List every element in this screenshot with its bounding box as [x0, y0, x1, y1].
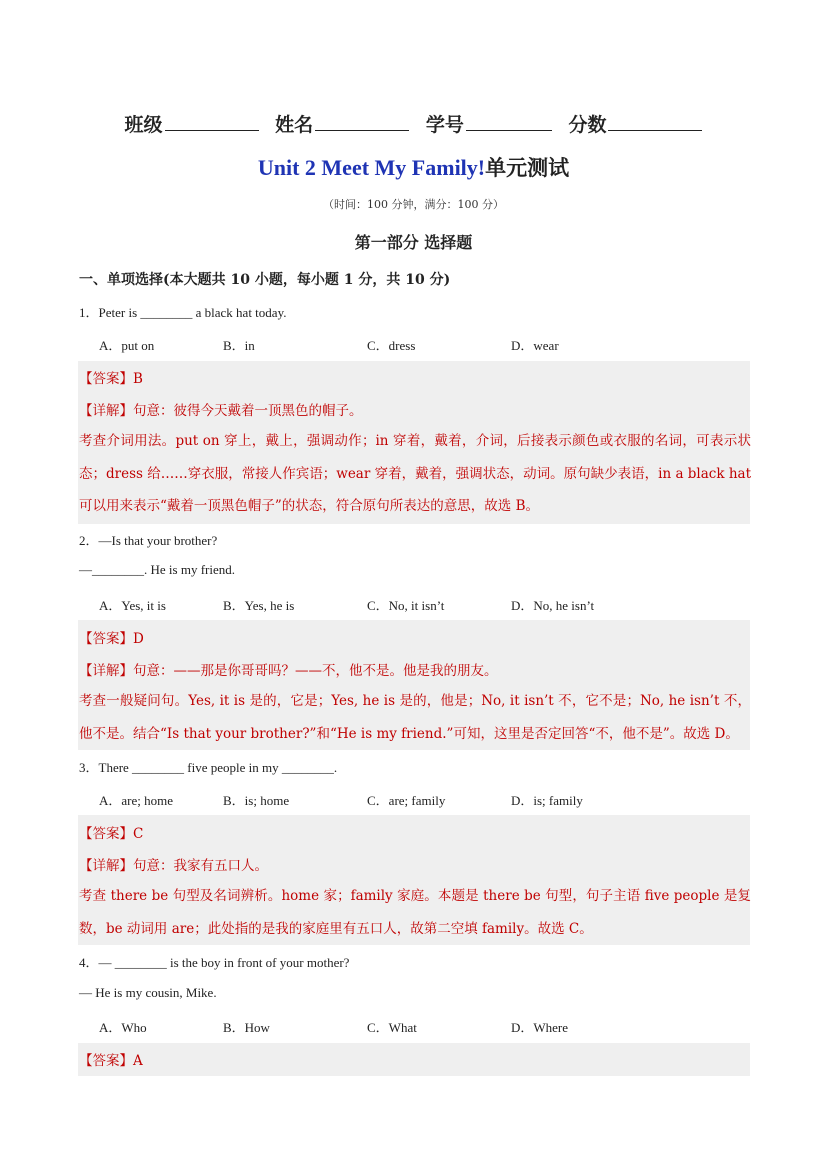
option-a: A．Who: [99, 1020, 147, 1035]
explanation-2: 考查一般疑问句。Yes, it is 是的，它是；Yes, he is 是的，他是；No, it isn’t 不，它不是；No, he isn’t 不，他不是。结合“Is that your brother?”和“He is my friend.”可知，这里是否定回答“不，他不是”。故选 D。: [79, 693, 751, 742]
question-1-stem: 1．Peter is ________ a black hat today.: [79, 305, 287, 320]
student-info-line: [0, 110, 827, 137]
detail-3: [79, 854, 268, 874]
option-b: B．in: [223, 338, 255, 353]
option-a: A．put on: [99, 338, 155, 353]
section-title: 一、单项选择(本大题共 10 小题，每小题 1 分，共 10 分): [79, 272, 451, 288]
answer-value: A: [133, 1053, 143, 1069]
detail-1: [79, 399, 363, 419]
option-d: D．wear: [511, 338, 559, 353]
class-blank: [165, 110, 259, 131]
answer-4: [79, 1049, 143, 1069]
detail-text: 句意：彼得今天戴着一顶黑色的帽子。: [133, 403, 363, 419]
question-2-stem-line-1: 2．—Is that your brother?: [79, 533, 218, 548]
detail-2: [79, 659, 498, 679]
part-title: 第一部分 选择题: [354, 233, 473, 252]
answer-block-4: [78, 1043, 750, 1076]
student-id-label: 学号: [425, 114, 464, 136]
answer-1: [79, 367, 143, 387]
option-c: C．No, it isn’t: [367, 598, 445, 613]
exam-time-note: （时间：100 分钟，满分：100 分）: [323, 198, 504, 211]
option-b: B．is; home: [223, 793, 290, 808]
class-label: 班级: [124, 114, 163, 136]
question-4-stem-line-1: 4．— ________ is the boy in front of your mother?: [79, 955, 350, 970]
detail-tag: 【详解】: [79, 663, 133, 679]
answer-tag: 【答案】: [79, 371, 133, 387]
name-blank: [315, 110, 409, 131]
option-c: C．are; family: [367, 793, 446, 808]
option-c: C．What: [367, 1020, 417, 1035]
option-a: A．are; home: [99, 793, 174, 808]
option-d: D．Where: [511, 1020, 569, 1035]
title-english: Unit 2 Meet My Family!: [257, 155, 486, 180]
page-title: [0, 152, 827, 182]
question-2-stem-line-2: —________. He is my friend.: [79, 562, 235, 577]
detail-tag: 【详解】: [79, 858, 133, 874]
detail-text: 句意：——那是你哥哥吗？——不，他不是。他是我的朋友。: [133, 663, 498, 679]
question-3-stem: 3．There ________ five people in my ________.: [79, 760, 338, 775]
detail-text: 句意：我家有五口人。: [133, 858, 268, 874]
explanation-3: 考查 there be 句型及名词辨析。home 家；family 家庭。本题是 there be 句型，句子主语 five people 是复数，be 动词用 are；此处指的是我的家庭里有五口人，故第二空填 family。故选 C。: [79, 888, 751, 937]
student-id-blank: [466, 110, 552, 131]
question-4-stem-line-2: — He is my cousin, Mike.: [79, 985, 217, 1000]
answer-tag: 【答案】: [79, 826, 133, 842]
score-label: 分数: [568, 114, 607, 136]
name-label: 姓名: [275, 114, 314, 136]
answer-value: B: [133, 371, 143, 387]
score-blank: [608, 110, 702, 131]
answer-value: C: [133, 826, 144, 842]
option-b: B．Yes, he is: [223, 598, 295, 613]
title-chinese: 单元测试: [485, 155, 570, 180]
option-b: B．How: [223, 1020, 270, 1035]
detail-tag: 【详解】: [79, 403, 133, 419]
explanation-1: 考查介词用法。put on 穿上，戴上，强调动作；in 穿着，戴着，介词，后接表示颜色或衣服的名词，可表示状态；dress 给……穿衣服，常接人作宾语；wear 穿着，戴着，强调状态，动词。原句缺少表语，in a black hat 可以用来表示“戴着一顶黑色帽子”的状态，符合原句所表达的意思，故选 B。: [79, 433, 751, 514]
answer-3: [79, 822, 143, 842]
option-d: D．No, he isn’t: [511, 598, 595, 613]
option-c: C．dress: [367, 338, 416, 353]
answer-tag: 【答案】: [79, 631, 133, 647]
option-d: D．is; family: [511, 793, 583, 808]
answer-value: D: [133, 631, 144, 647]
answer-tag: 【答案】: [79, 1053, 133, 1069]
answer-2: [79, 627, 144, 647]
option-a: A．Yes, it is: [99, 598, 166, 613]
